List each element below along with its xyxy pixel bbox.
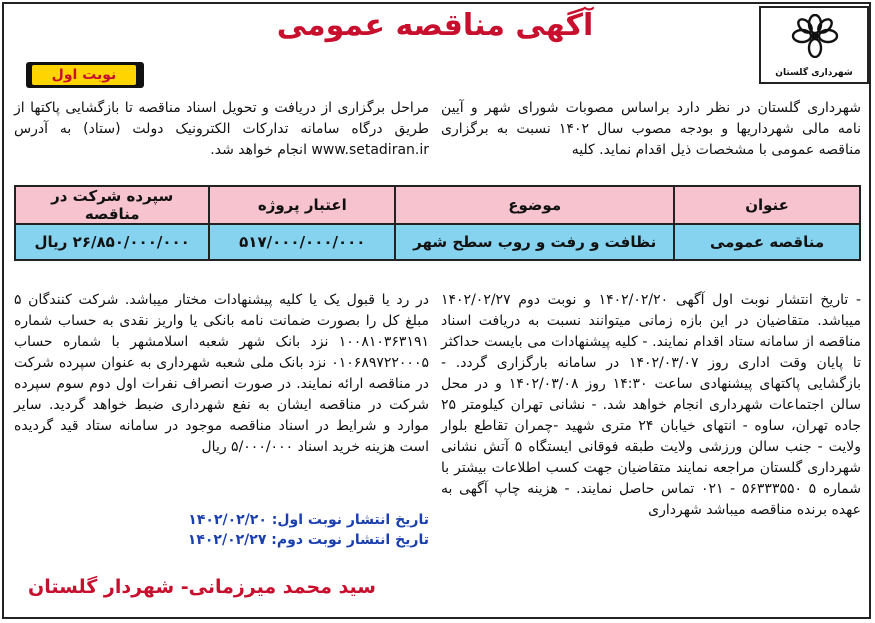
table-header-cell: موضوع xyxy=(395,186,674,224)
publication-date-first: تاریخ انتشار نوبت اول: ۱۴۰۲/۰۲/۲۰ xyxy=(188,512,429,528)
table-header-cell: اعتبار پروژه xyxy=(209,186,395,224)
notice-title: آگهی مناقصه عمومی xyxy=(276,8,594,43)
flower-logo-icon xyxy=(791,14,839,58)
details-paragraph-left: در رد یا قبول یک یا کلیه پیشنهادات مختار میباشد. شرکت کنندگان ۵ مبلغ کل را بصورت ضمانت نامه بانکی یا واریز نقدی به حساب شماره ۱۰۰۸۱۰۳۶۳۱۹۱ نزد بانک شهر شعبه اسلامشهر با شماره حساب ۰۱۰۶۸۹۷۲۲۰۰۰۵ نزد بانک ملی شعبه شهرداری به عنوان سپرده شرکت در مناقصه ارائه نمایند. در صورت انصراف نفرات اول دوم سوم سپرده شرکت در مناقصه ایشان به نفع شهرداری ضبط خواهد گردید. سایر موارد و شرایط در اسناد مناقصه موجود در سامانه ستاد قید گردیده است هزینه خرید اسناد ۵/۰۰۰/۰۰۰ ریال xyxy=(14,292,429,455)
table-cell: ۵۱۷/۰۰۰/۰۰۰/۰۰۰ xyxy=(209,224,395,260)
table-cell: مناقصه عمومی xyxy=(674,224,860,260)
intro-paragraph-left: مراحل برگزاری از دریافت و تحویل اسناد مناقصه تا بازگشایی پاکتها از طریق درگاه سامانه تدارکات الکترونیک دولت (ستاد) به آدرس www.setadiran.ir انجام خواهد شد. xyxy=(14,100,429,158)
table-header-cell: عنوان xyxy=(674,186,860,224)
table-header-cell: سپرده شرکت در مناقصه xyxy=(15,186,209,224)
round-badge-label: نوبت اول xyxy=(32,65,136,85)
municipality-logo xyxy=(759,6,869,84)
round-badge xyxy=(26,62,144,88)
publication-date-second: تاریخ انتشار نوبت دوم: ۱۴۰۲/۰۲/۲۷ xyxy=(187,532,429,548)
details-paragraph-right: - تاریخ انتشار نوبت اول آگهی ۱۴۰۲/۰۲/۲۰ و نوبت دوم ۱۴۰۲/۰۲/۲۷ میباشد. متقاضیان در این بازه زمانی میتوانند نسبت به دریافت اسناد مناقصه از سامانه ستاد اقدام نمایند. - کلیه پیشنهادات می بایست حداکثر تا پایان وقت اداری روز ۱۴۰۲/۰۳/۰۷ در سامانه بارگزاری گردد. - بازگشایی پاکتهای پیشنهادی ساعت ۱۴:۳۰ روز ۱۴۰۲/۰۳/۰۸ و در محل سالن اجتماعات شهرداری انجام خواهد شد. - نشانی تهران کیلومتر ۲۵ جاده تهران، ساوه - انتهای خیابان ۲۴ متری شهید -چمران تقاطع بلوار ولایت - جنب سالن ورزشی ولایت طبقه فوقانی ایستگاه ۵ آتش نشانی شهرداری گلستان مراجعه نمایند متقاضیان جهت کسب اطلاعات بیشتر با شماره ۵ ۵۶۳۳۳۵۵۰ - ۰۲۱ تماس حاصل نمایند. - هزینه چاپ آگهی به عهده برنده مناقصه میباشد شهرداری xyxy=(441,292,862,518)
table-row xyxy=(15,224,860,260)
table-header-row xyxy=(15,186,860,224)
table-cell: ۲۶/۸۵۰/۰۰۰/۰۰۰ ریال xyxy=(15,224,209,260)
tender-table xyxy=(14,185,861,261)
mayor-signature: سید محمد میرزمانی- شهردار گلستان xyxy=(28,576,376,598)
logo-caption: شهرداری گلستان xyxy=(775,68,853,78)
intro-paragraph-right: شهرداری گلستان در نظر دارد براساس مصوبات شورای شهر و آیین نامه مالی شهرداریها و بودجه مصوب سال ۱۴۰۲ نسبت به برگزاری مناقصه عمومی با مشخصات ذیل اقدام نماید. کلیه xyxy=(441,100,861,158)
table-cell: نظافت و رفت و روب سطح شهر xyxy=(395,224,674,260)
